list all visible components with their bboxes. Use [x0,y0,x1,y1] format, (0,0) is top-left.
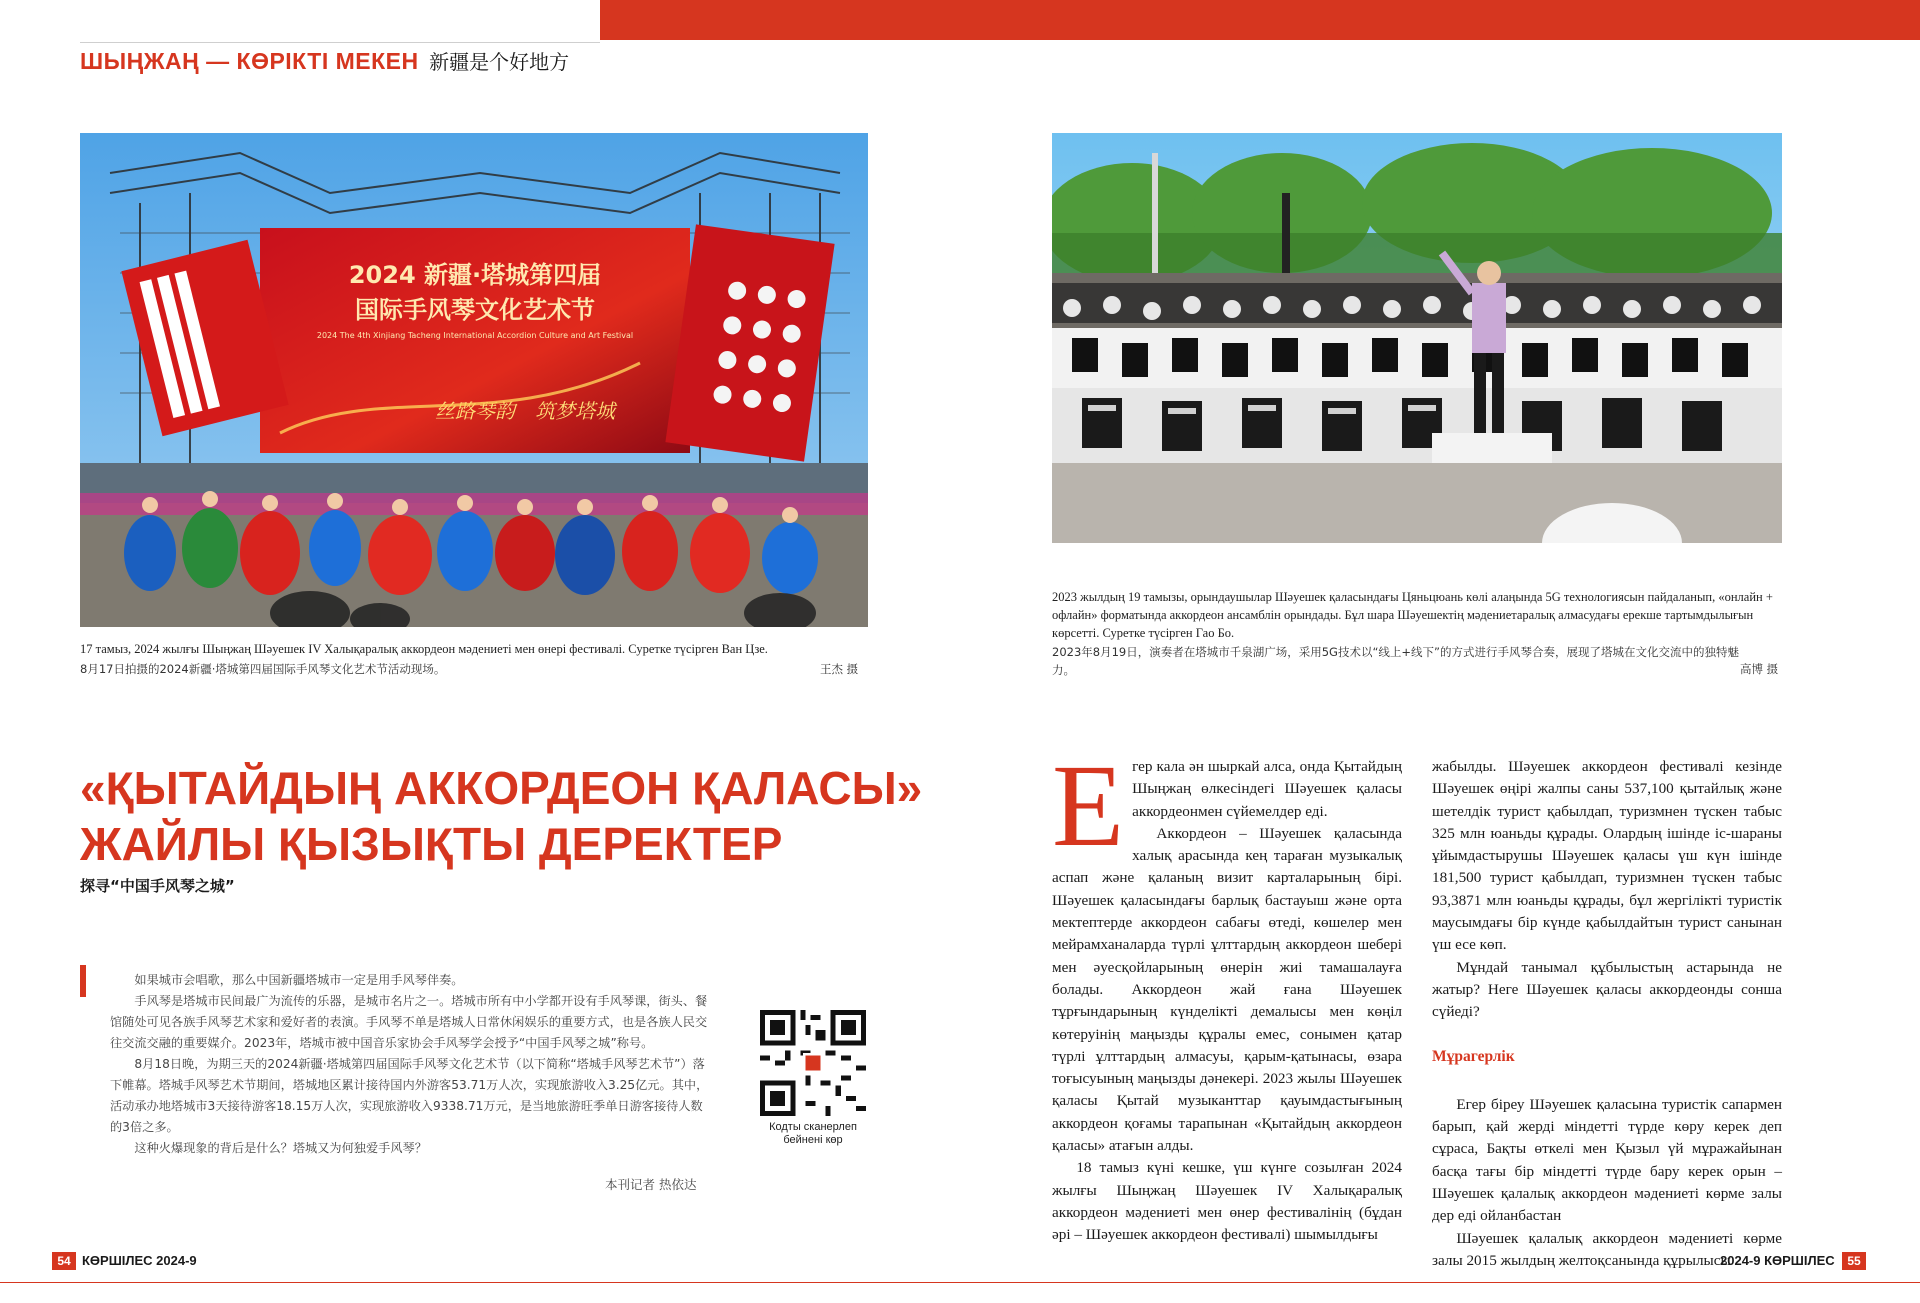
zh-paragraph: 这种火爆现象的背后是什么？塔城又为何独爱手风琴？ [134,1141,427,1155]
qr-caption [752,1121,874,1147]
right-photo-credit: 高博 摄 [1740,662,1779,676]
kk-column-1 [1052,740,1402,1247]
zh-summary [110,970,710,1159]
right-footer-text: 2024-9 КӨРШІЛЕС [1720,1253,1835,1268]
zh-paragraph: 手风琴是塔城市民间最广为流传的乐器，是城市名片之一。塔城市所有中小学都开设有手风琴课，街头、餐馆随处可见各族手风琴艺术家和爱好者的表演。手风琴不单是塔城人日常休闲娱乐的重要方式，也是各族人民交往交流交融的重要媒介。2023年，塔城市被中国音乐家协会手风琴学会授予“中国手风琴之城”称号。 [110,994,708,1050]
kk-lead-text: гер кала ән шыркай алса, онда Қытайдың Шыңжаң өлкесіндегі Шәуешек қаласы аккордеонмен сүйемелдер еді. [1132,758,1402,820]
top-red-bar [600,0,1920,40]
kk-paragraph: жабылды. Шәуешек аккордеон фестивалі кезінде Шәуешек өңірі жалпы саны 537,100 қытайлық және шетелдік турист қабылдап, туризмнен түскен табыс 325 млн юаньды құрады. Олардың ішінде іс-шараны ұйымдастырушы Шәуешек қаласы үш күн ішінде 181,500 турист қабылдап, туризмнен түскен табыс 93,3871 млн юаньды құрады, бұл жергілікті туристік маусымдағы бір күнде қабылдайтын турист санынан үш есе көп. [1432,758,1782,954]
festival-stage-photo [80,133,868,627]
kk-paragraph: Шәуешек қалалық аккордеон мәдениеті көрме залы 2015 жылдың желтоқсанында құрылысы [1432,1229,1782,1269]
subsection-heading: Мұрагерлік [1432,1047,1515,1065]
right-photo-caption-kk: 2023 жылдың 19 тамызы, орындаушылар Шәуешек қаласындағы Цяньцюань көлі алаңында 5G технологиясын пайдаланып, «онлайн + офлайн» форматында аккордеон ансамблін орындады. Бұл шара Шәуешектің мәдениетаралық алмасудағы ерекше тартымдылығын көрсетті. Суретке түсірген Гао Бо. [1052,590,1773,640]
qr-code[interactable] [760,1010,866,1116]
right-page-number: 55 [1842,1252,1866,1270]
qr-caption-line1: Кодты сканерлеп [769,1121,857,1133]
summary-marker [80,965,86,997]
left-photo-caption-zh: 8月17日拍摄的2024新疆·塔城第四届国际手风琴文化艺术节活动现场。 [80,662,446,676]
kk-paragraph: 18 тамыз күні кешке, үш күнге созылған 2024 жылғы Шыңжаң Шәуешек IV Халықаралық аккордеон мәдениеті мен өнер фестивалінің (бұдан әрі – Шәуешек аккордеон фестивалі) шымылдығы [1052,1159,1402,1244]
banner-line1: 2024 新疆·塔城第四届 [348,261,602,289]
kk-paragraph: Аккордеон – Шәуешек қаласында халық арасында кең тараған музыкалық аспап және қаланың визит карталарының бірі. Шәуешек қаласындағы барлық бастауыш және орта мектептерде аккордеон сабағы өтеді, көшелер мен мейрамханаларда түрлі ұлттардың аккордеон шебері мен әуесқойларының өнерін жиі тамашалауға болады. Аккордеон жай ғана Шәуешек тұрғындарының күнделікті демалысы мен көңіл көтеруінің маңызды құралы емес, сонымен қатар түрлі ұлттардың алмасуы, қарым-қатынасы, өзара тоғысуының маңызды дәнекері. 2023 жылы Шәуешек қаласы Қытай музыканттар қауымдастығының аккордеон қоғамы тарапынан «Қытайдың аккордеон қаласы» атағын алды. [1052,824,1402,1155]
left-page-number: 54 [52,1252,76,1270]
zh-paragraph: 如果城市会唱歌，那么中国新疆塔城市一定是用手风琴伴奏。 [134,973,464,987]
section-title [80,46,569,75]
footer-rule [0,1282,1920,1283]
qr-caption-line2: бейнені көр [783,1134,843,1146]
accordion-ensemble-photo [1052,133,1782,543]
left-footer-text: КӨРШІЛЕС 2024-9 [82,1253,197,1268]
kk-paragraph: Мұндай танымал құбылыстың астарында не жатыр? Неге Шәуешек қаласы аккордеонды соншa сүйеді? [1432,958,1782,1021]
banner-slogan: 丝路琴韵 筑梦塔城 [435,399,615,423]
kk-paragraph: Егер біреу Шәуешек қаласына туристік сапармен барып, қай жерді міндетті түрде көру керек деп сұраса, Бақты өткелі мен Қызыл үй мұражайынан басқа тағы бір міндетті түрде бару керек орын – Шәуешек қалалық аккордеон мәдениеті көрме залы дер еді ойланбастан [1432,1095,1782,1225]
zh-author: 本刊记者 热依达 [605,1177,697,1192]
left-photo-caption-kk: 17 тамыз, 2024 жылғы Шыңжаң Шәуешек IV Халықаралық аккордеон мәдениеті мен өнері фестивалі. Суретке түсірген Ван Цзе. [80,642,768,656]
kk-lead-paragraph [1052,740,1402,871]
zh-paragraph: 8月18日晚，为期三天的2024新疆·塔城第四届国际手风琴文化艺术节（以下简称“塔城手风琴艺术节”）落下帷幕。塔城手风琴艺术节期间，塔城地区累计接待国内外游客53.71万人次，实现旅游收入3.25亿元。其中，活动承办地塔城市3天接待游客18.15万人次，实现旅游收入9338.71万元，是当地旅游旺季单日游客接待人数的3倍之多。 [110,1057,709,1134]
banner-line2: 国际手风琴文化艺术节 [355,296,595,324]
article-headline [80,760,960,872]
kk-column-2 [1432,756,1782,1272]
section-title-kk: ШЫҢЖАҢ — КӨРІКТІ МЕКЕН [80,48,419,74]
headline-line2: ЖАЙЛЫ ҚЫЗЫҚТЫ ДЕРЕКТЕР [80,818,783,870]
header-rule [80,42,600,43]
right-photo-caption-zh: 2023年8月19日，演奏者在塔城市千泉湖广场，采用5G技术以“线上+线下”的方式进行手风琴合奏，展现了塔城在文化交流中的独特魅力。 [1052,645,1739,677]
banner-english: 2024 The 4th Xinjiang Tacheng International Accordion Culture and Art Festival [316,331,634,340]
dropcap: Е [1052,740,1125,871]
left-photo-credit: 王杰 摄 [820,662,859,676]
article-subhead-zh: 探寻“中国手风琴之城” [80,877,235,895]
section-title-zh: 新疆是个好地方 [429,52,570,74]
headline-line1: «ҚЫТАЙДЫҢ АККОРДЕОН ҚАЛАСЫ» [80,762,923,814]
